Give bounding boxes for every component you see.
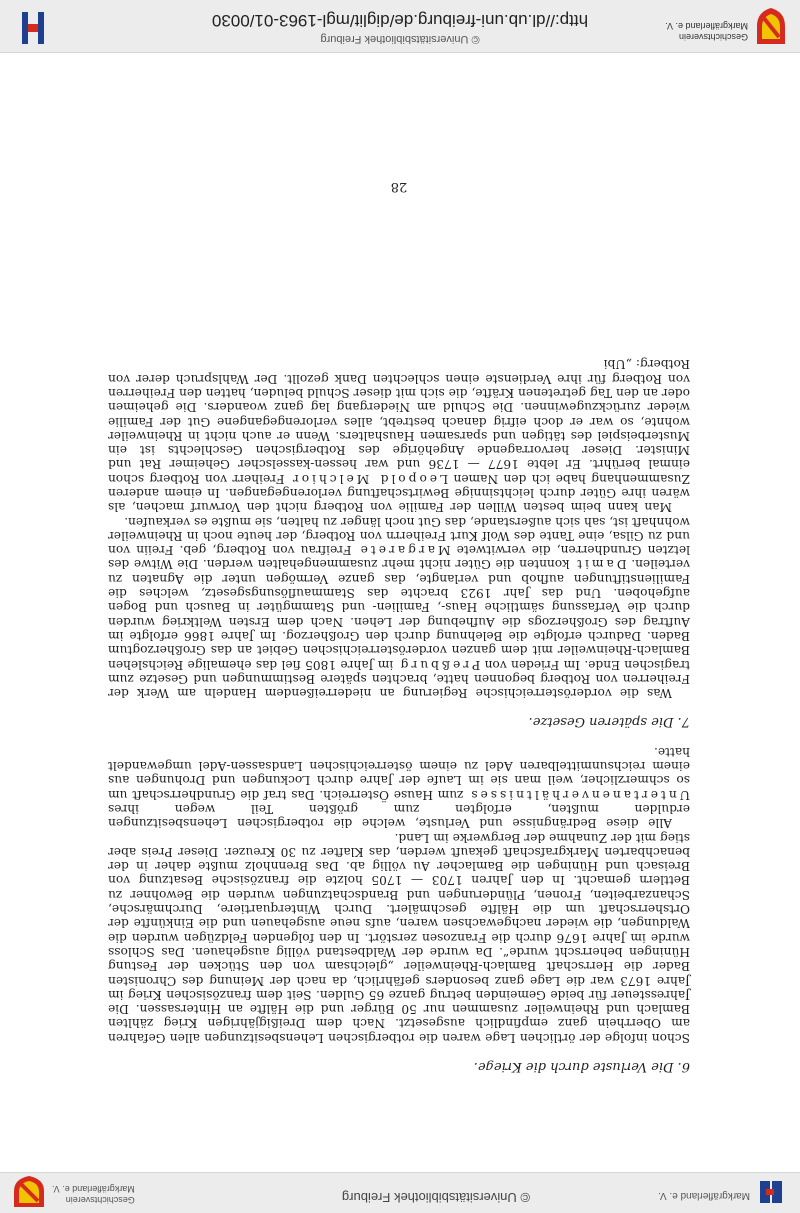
header-bar <box>0 1172 800 1213</box>
footer-crest-text: Geschichtsverein Markgräflerland e. V. <box>665 21 748 42</box>
footer-url-link[interactable]: http://dl.ub.uni-freiburg.de/diglit/mgl-1963-01/0030 <box>211 11 589 30</box>
section-7-paragraph-1: Was die vorderösterreichische Regierung an niederreißendem Handeln am Werk der Freiherren von Rotberg begonnen hatte, brachten spätere Bestimmungen und Gesetze zum tragischen Ende. Im Frieden von Preßburg im Jahre 1805 fiel das ehemalige Reichslehen Bamlach-Rheinweiler mit dem ganzen vorderösterreichischen Gebiet an das Großherzogtum Baden. Dadurch erfolgte die Belehnung durch den Großherzog. Im Jahre 1866 erfolgte im Auftrag des Großherzogs die Aufhebung der Lehen. Nach dem Ersten Weltkrieg wurden durch die Verfassung sämtliche Haus-, Familien- und Stammgüter in Bausch und Bogen aufgehoben. Und das Jahr 1923 brachte das Stammauflösungsgesetz, welches die Familienstiftungen aufhob und verlangte, das ganze Vermögen unter die Agnaten zu verteilen. Damit konnten die Güter nicht mehr zusammengehalten werden. Die Witwe des letzten Grundherren, die verwitwete Margarete Freifrau von Rotberg, geb. Freiin von und zu Gilsa, eine Tante des Wolf Kurt Freiherrn von Rotberg, der heute noch in Rheinweiler wohnhaft ist, sah sich außerstande, das Gut noch länger zu halten, sie mußte es verkaufen. <box>108 514 690 701</box>
section-7-paragraph-2: Man kann beim besten Willen der Familie von Rotberg nicht den Vorwurf machen, als wären ihre Güter durch leichtsinnige Bewirtschaftung verlorengegangen. In einem anderen Zusammenhang habe ich den Namen Leopold Melchior Freiherr von Rotberg schon einmal berührt. Er lebte 1677 — 1736 und war hessen-kasselscher Geheimer Rat und Minister. Dieser hervorragende Angehörige des Rotbergischen Geschlechts ist ein Musterbeispiel des tätigen und sparsamen Haushalters. Wenn er auch nicht in Rheinweiler wohnte, so war er doch eifrig danach bestrebt, alles verlorengegangene Gut der Familie wieder zurückzugewinnen. Die Schuld am Niedergang lag ganz woanders. Die geheimen oder an den Tag getretenen Kräfte, die sich mit dieser Schuld beluden, hatten den Freiherren von Rotberg für ihre Verdienste einen schlechten Dank gezollt. Der Wahlspruch derer von Rotberg: „Ubi <box>107 357 690 515</box>
page-number: 28 <box>390 179 408 194</box>
section-6-paragraph-2: Alle diese Bedrängnisse und Verluste, welche die rotbergischen Lehensbesitzungen erdulden mußten, erfolgten zum größten Teil wegen ihres Untertanenverhältnisses zum Hause Österreich. Das traf die Grundherrschaft um so schmerzlicher, weil man sie im Laufe der Jahre durch Lockungen und Drohungen aus einem reichsunmittelbaren Adel zu einem österreichischen Landsassen-Adel umgewandelt hatte. <box>108 744 690 831</box>
library-logo-icon <box>756 1179 784 1205</box>
library-mark-icon <box>18 8 48 48</box>
header-title: © Universitätsbibliothek Freiburg <box>341 1190 530 1205</box>
header-right-text: Geschichtsverein Markgräflerland e. V. <box>52 1184 135 1205</box>
footer-bar <box>0 0 800 53</box>
header-left-text: Markgräflerland e. V. <box>658 1190 750 1201</box>
page-text <box>108 357 690 1073</box>
section-7-heading: 7. Die späteren Gesetze. <box>528 714 690 730</box>
section-6-heading: 6. Die Verluste durch die Kriege. <box>473 1059 690 1074</box>
society-crest-icon <box>10 1175 48 1209</box>
footer-copyright: © Universitätsbibliothek Freiburg <box>320 33 480 45</box>
section-6-paragraph-1: Schon infolge der örtlichen Lage waren die rotbergischen Lehensbesitzungen allen Gefahren am Oberrhein ganz empfindlich ausgesetzt. Nach dem Dreißigjährigen Krieg zählten Bamlach und Rheinweiler zusammen nur 50 Bürger und die Hälfte an Hintersassen. Die Jahressteuer für beide Gemeinden betrug ganze 65 Gulden. Seit dem französischen Krieg im Jahre 1673 war die Lage ganz besonders gefährlich, da nach der Meinung des Chronisten Bader die Herrschaft Bamlach-Rheinweiler „gleichsam von den Stücken der Festung Hüningen beherrscht wurde“. Da wurde der Waldbestand völlig ausgehauen. Das Schloss wurde im Jahre 1676 durch die Franzosen zerstört. In den folgenden Feldzügen wurden die Waldungen, die wieder nachgewachsen waren, aufs neue ausgehauen und die Einkünfte der Ortsherrschaft um die Hälfte geschmälert. Durch Winterquartiere, Durchmärsche, Schanzarbeiten, Fronen, Plünderungen und Brandschatzungen wurden die Bewohner zu Bettlern gemacht. In den Jahren 1703 — 1705 holzte die französische Besatzung von Breisach und Hüningen die Bamlacher Au völlig ab. Das Brennholz mußte daher in der benachbarten Markgrafschaft gekauft werden, das Klafter zu 30 Kreuzer. Dieser Preis aber stieg mit der Zunahme der Bergwerke im Land. <box>108 830 690 1045</box>
